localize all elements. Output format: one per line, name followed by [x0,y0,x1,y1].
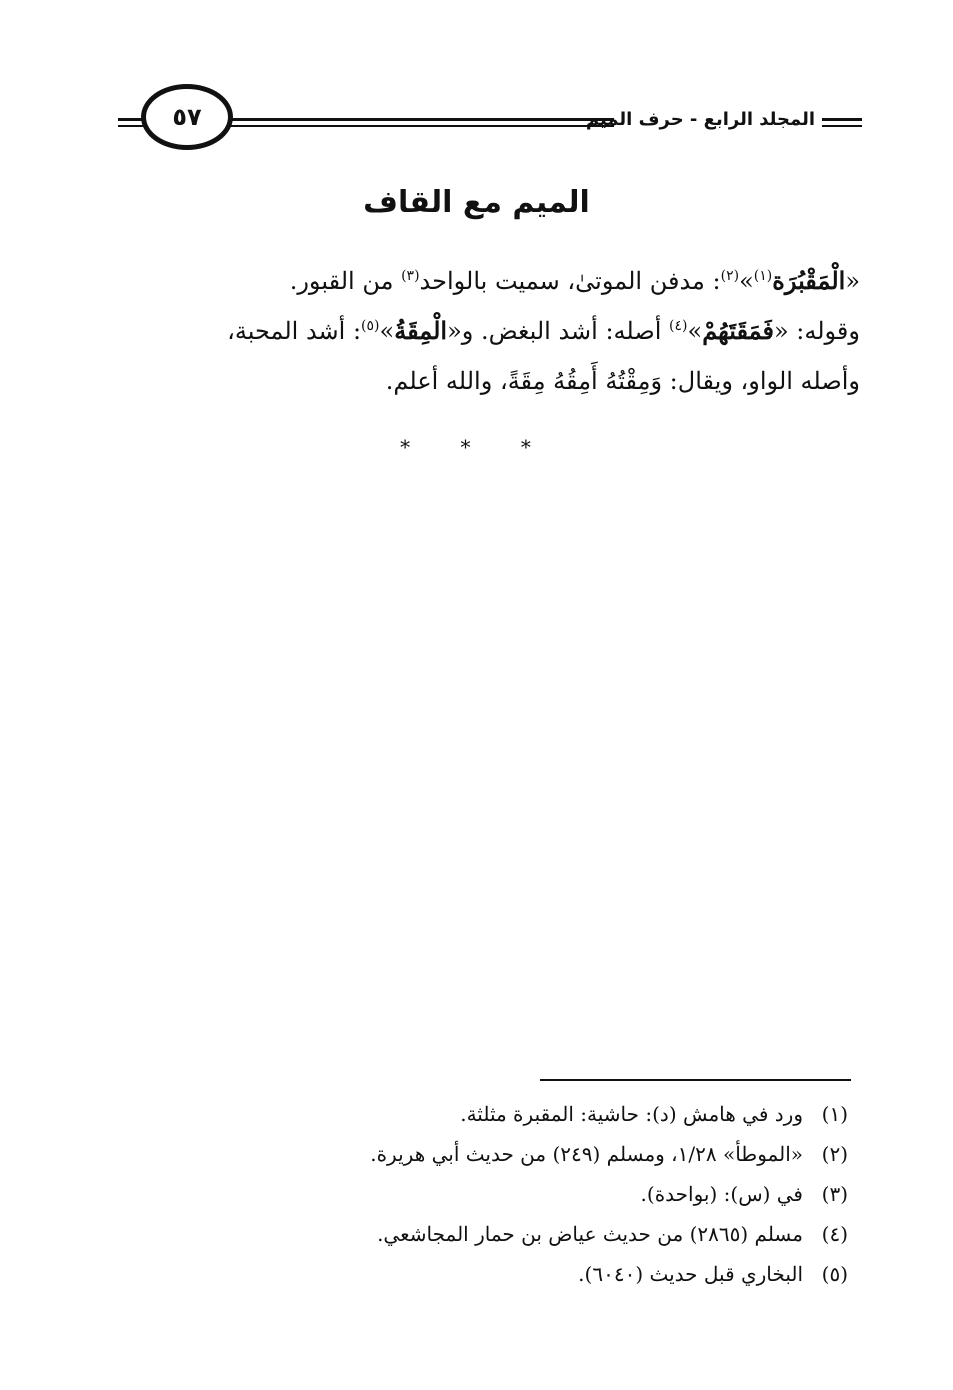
section-title: الميم مع القاف [363,185,590,220]
body-text [100,256,860,406]
footnote-number: (٢) [821,1142,848,1166]
footnote-item [208,1214,848,1254]
body-line-2 [100,306,860,356]
footnote-ref-4: (٤) [669,318,688,334]
footnote-ref-2: (٢) [720,268,740,284]
footnote-ref-3: (٣) [401,268,420,284]
body-line-3: وأصله الواو، ويقال: وَمِقْتُهُ أَمِقُهُ مِقَةً، والله أعلم. [385,367,860,395]
footnote-item [208,1134,848,1174]
body-line-1 [100,256,860,306]
section-separator: * * * [400,435,553,459]
term-famaqatahum: فَمَقَتَهُمْ [702,316,774,345]
footnote-ref-1: (١) [753,268,773,284]
footnote-number: (١) [821,1102,848,1126]
footnote-item [208,1254,848,1294]
term-maqbura: الْمَقْبُرَة [772,266,846,295]
footnotes [208,1094,848,1294]
term-almiqa: الْمِقَةُ [394,316,448,345]
footnote-item [208,1094,848,1134]
footnote-number: (٣) [821,1182,848,1206]
footnote-text: مسلم (٢٨٦٥) من حديث عياض بن حمار المجاشعي. [377,1222,803,1246]
quote-open: « [845,267,860,295]
footnote-text: «الموطأ» ١/٢٨، ومسلم (٢٤٩) من حديث أبي هريرة. [370,1142,803,1166]
footnote-text: في (س): (بواحدة). [640,1182,803,1206]
body-text-segment: أصله: أشد البغض. و« [447,317,670,345]
body-text-segment: وقوله: « [773,317,860,345]
quote-close: » [687,317,703,345]
header-rule-center-thin [222,125,614,127]
footnote-text: البخاري قبل حديث (٦٠٤٠). [578,1262,803,1286]
footnote-divider [540,1079,851,1081]
header-rule-center-thick [222,118,614,121]
page-number: ٥٧ [172,103,202,131]
header-rule-right-thin [822,125,862,127]
footnote-number: (٤) [821,1222,848,1246]
quote-close: » [739,267,754,295]
body-text-segment: : مدفن الموتىٰ، سميت بالواحد [419,267,721,295]
footnote-item [208,1174,848,1214]
footnote-number: (٥) [821,1262,848,1286]
running-head: المجلد الرابع - حرف الميم [585,109,815,130]
body-text-segment: : أشد المحبة، [227,317,362,345]
header-rule-right-thick [822,118,862,121]
body-text-segment: من القبور. [289,267,402,295]
page-number-badge [141,84,233,150]
footnote-ref-5: (٥) [361,318,380,334]
footnote-text: ورد في هامش (د): حاشية: المقبرة مثلثة. [460,1102,803,1126]
quote-close: » [379,317,395,345]
